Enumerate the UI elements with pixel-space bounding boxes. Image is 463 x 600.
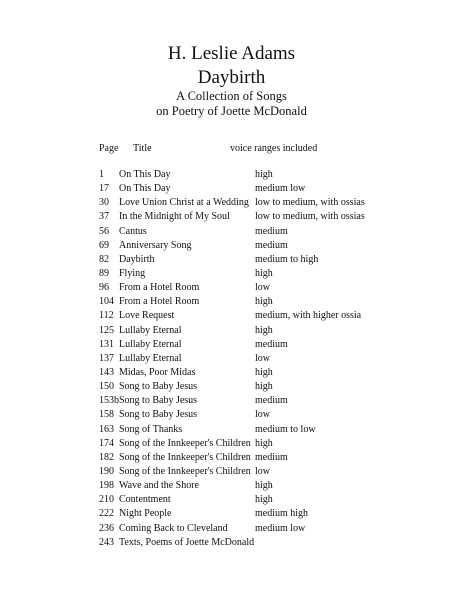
toc-row — [0, 493, 463, 507]
toc-row — [0, 366, 463, 380]
toc-page-number: 158 — [99, 409, 114, 421]
toc-row — [0, 437, 463, 451]
toc-song-title: Song of the Innkeeper's Children — [119, 437, 251, 449]
toc-page-number: 131 — [99, 338, 114, 350]
toc-voice-range: medium — [255, 451, 288, 463]
toc-page-number: 174 — [99, 437, 114, 449]
toc-page-number: 243 — [99, 536, 114, 548]
toc-page-number: 137 — [99, 352, 114, 364]
toc-song-title: Song to Baby Jesus — [119, 381, 198, 393]
toc-song-title: Lullaby Eternal — [119, 324, 182, 336]
toc-voice-range: medium to high — [255, 253, 319, 265]
toc-row — [0, 465, 463, 479]
toc-song-title: Song of Thanks — [119, 423, 183, 435]
toc-song-title: Lullaby Eternal — [119, 338, 182, 350]
toc-row — [0, 408, 463, 422]
toc-song-title: From a Hotel Room — [119, 296, 200, 308]
toc-song-title: Love Union Christ at a Wedding — [119, 197, 249, 209]
toc-voice-range: high — [255, 480, 273, 492]
toc-row — [0, 281, 463, 295]
toc-song-title: Song of the Innkeeper's Children — [119, 465, 251, 477]
toc-page-number: 1 — [99, 169, 104, 180]
toc-row — [0, 522, 463, 536]
toc-row — [0, 380, 463, 394]
toc-song-title: Anniversary Song — [119, 239, 192, 251]
toc-page-number: 198 — [99, 480, 114, 492]
toc-row — [0, 196, 463, 210]
toc-voice-range: medium low — [255, 522, 306, 534]
toc-row — [0, 423, 463, 437]
toc-song-title: Song to Baby Jesus — [119, 395, 198, 407]
toc-page-number: 143 — [99, 366, 114, 378]
toc-page-number: 190 — [99, 465, 114, 477]
toc-song-title: On This Day — [119, 169, 171, 180]
toc-page-number: 30 — [99, 197, 109, 209]
toc-song-title: Contentment — [119, 494, 171, 506]
toc-row — [0, 253, 463, 267]
toc-row — [0, 210, 463, 224]
toc-page-number: 104 — [99, 296, 114, 308]
toc-page-number: 112 — [99, 310, 114, 322]
toc-voice-range: high — [255, 296, 273, 308]
collection-subtitle: A Collection of Songs — [176, 89, 287, 103]
toc-song-title: Love Request — [119, 310, 175, 322]
toc-page-number: 17 — [99, 183, 109, 195]
toc-page-number: 37 — [99, 211, 109, 223]
toc-voice-range: low — [255, 465, 270, 477]
toc-song-title: Daybirth — [119, 253, 155, 265]
composer-name: H. Leslie Adams — [167, 43, 296, 64]
toc-voice-range: low — [255, 409, 270, 421]
toc-voice-range: high — [255, 437, 273, 449]
toc-voice-range: high — [255, 366, 273, 378]
toc-song-title: Song of the Innkeeper's Children — [119, 451, 251, 463]
toc-row — [0, 507, 463, 521]
toc-row — [0, 239, 463, 253]
toc-row — [0, 394, 463, 408]
toc-song-title: Song to Baby Jesus — [119, 409, 198, 421]
toc-song-title: Midas, Poor Midas — [119, 366, 196, 378]
toc-page-number: 182 — [99, 451, 114, 463]
toc-page-number: 89 — [99, 267, 109, 279]
toc-voice-range: low to medium, with ossias — [255, 211, 365, 223]
toc-row — [0, 352, 463, 366]
toc-voice-range: high — [255, 267, 273, 279]
toc-voice-range: medium low — [255, 183, 306, 195]
toc-row — [0, 451, 463, 465]
column-header-voice-ranges: voice ranges included — [230, 143, 318, 154]
toc-page-number: 69 — [99, 239, 109, 251]
toc-row — [0, 182, 463, 196]
toc-row — [0, 479, 463, 493]
toc-row — [0, 338, 463, 352]
toc-page-number: 82 — [99, 253, 109, 265]
toc-song-title: Texts, Poems of Joette McDonald — [119, 536, 255, 548]
toc-row — [0, 168, 463, 182]
toc-page-number: 125 — [99, 324, 114, 336]
toc-page-number: 56 — [99, 225, 109, 237]
toc-song-title: Coming Back to Cleveland — [119, 522, 228, 534]
toc-voice-range: high — [255, 381, 273, 393]
toc-voice-range: medium high — [255, 508, 309, 520]
toc-voice-range: medium — [255, 225, 288, 237]
toc-voice-range: high — [255, 169, 273, 180]
collection-subtitle-poet: on Poetry of Joette McDonald — [156, 104, 307, 118]
toc-song-title: Night People — [119, 508, 172, 520]
collection-title: Daybirth — [197, 67, 266, 88]
toc-page-number: 96 — [99, 282, 109, 294]
toc-voice-range: medium — [255, 239, 288, 251]
toc-voice-range: low to medium, with ossias — [255, 197, 365, 209]
toc-song-title: Flying — [119, 267, 146, 279]
column-header-title: Title — [133, 143, 152, 154]
toc-song-title: Cantus — [119, 225, 147, 237]
toc-page-number: 236 — [99, 522, 114, 534]
toc-voice-range: low — [255, 282, 270, 294]
toc-page-number: 210 — [99, 494, 114, 506]
toc-page-number: 163 — [99, 423, 114, 435]
toc-page-number: 150 — [99, 381, 114, 393]
toc-voice-range: low — [255, 352, 270, 364]
toc-song-title: Lullaby Eternal — [119, 352, 182, 364]
toc-voice-range: medium — [255, 395, 288, 407]
toc-voice-range: high — [255, 494, 273, 506]
toc-row — [0, 295, 463, 309]
table-of-contents — [0, 168, 463, 550]
toc-page-number: 222 — [99, 508, 114, 520]
toc-song-title: From a Hotel Room — [119, 282, 200, 294]
toc-row — [0, 324, 463, 338]
toc-song-title: On This Day — [119, 183, 171, 195]
toc-row — [0, 267, 463, 281]
toc-page-number: 153b — [99, 395, 119, 407]
toc-voice-range: medium, with higher ossia — [255, 310, 362, 322]
toc-voice-range: medium to low — [255, 423, 316, 435]
column-header-page: Page — [99, 143, 119, 154]
toc-voice-range: medium — [255, 338, 288, 350]
toc-song-title: Wave and the Shore — [119, 480, 199, 492]
toc-row — [0, 225, 463, 239]
toc-row — [0, 536, 463, 550]
toc-song-title: In the Midnight of My Soul — [119, 211, 230, 223]
toc-voice-range: high — [255, 324, 273, 336]
toc-row — [0, 309, 463, 323]
